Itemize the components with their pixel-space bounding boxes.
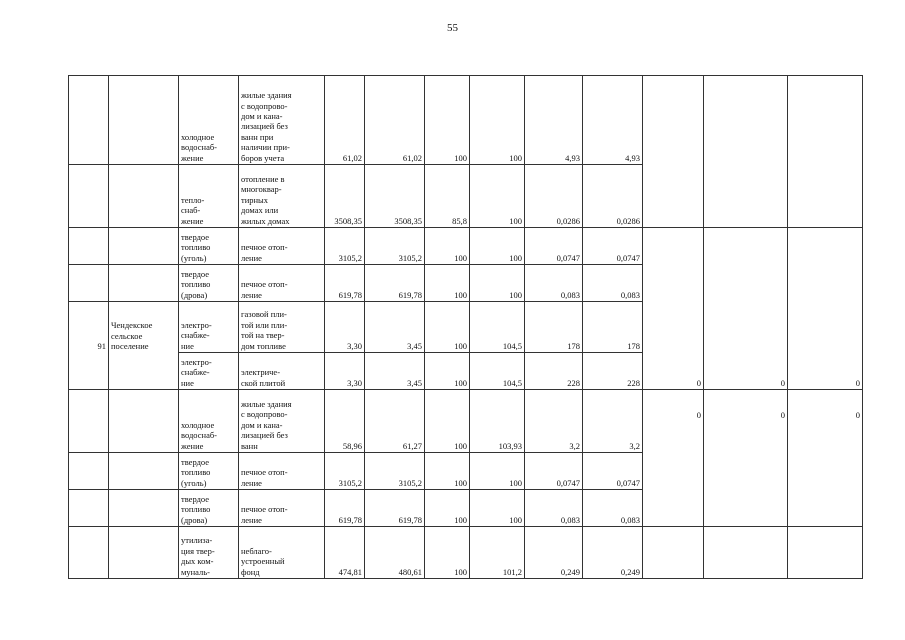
service-label: электро- [181,356,212,367]
table-row [69,76,863,165]
value-cell: 100 [425,228,470,265]
category-label: дом и кана- [241,110,283,121]
blank-cell [704,76,788,228]
service-label: снабже- [181,330,210,341]
value-cell: 3,45 [365,302,425,353]
service-label: (дрова) [181,289,208,300]
value-cell: 3,2 [525,390,583,453]
value-cell: 3105,2 [365,228,425,265]
value-cell: 100 [425,265,470,302]
row-number-cell [69,353,109,390]
settlement-name: Чендекское [111,320,153,331]
category-label: электриче- [241,367,281,378]
value-cell: 619,78 [365,265,425,302]
category-label: с водопрово- [241,409,288,420]
service-label: снабже- [181,367,210,378]
value-cell: 228 [583,353,643,390]
category-label: жилые здания [241,398,292,409]
category-label: ванн [241,440,258,451]
value-cell: 101,2 [470,527,525,579]
category-label: наличии при- [241,142,290,153]
service-label: (дрова) [181,514,208,525]
service-label: ция твер- [181,545,215,556]
category-label: жилые здания [241,90,292,101]
page-number: 55 [447,22,458,34]
value-cell: 0,083 [525,490,583,527]
service-cell [179,302,239,353]
row-number-cell [69,490,109,527]
value-cell: 100 [470,228,525,265]
value-cell: 100 [470,76,525,165]
row-number-cell [69,76,109,165]
category-label: ление [241,477,262,488]
category-label: тирных [241,194,269,205]
value-cell: 3105,2 [325,453,365,490]
settlement-cell [109,265,179,302]
value-cell: 178 [525,302,583,353]
category-label: ление [241,252,262,263]
value-cell: 3,30 [325,353,365,390]
service-cell [179,527,239,579]
settlement-name: сельское [111,330,143,341]
value-cell: 100 [425,490,470,527]
value-cell: 61,02 [325,76,365,165]
service-label: жение [181,440,204,451]
row-number-cell [69,265,109,302]
service-label: холодное [181,131,215,142]
category-label: отопление в [241,173,285,184]
category-cell [239,165,325,228]
row-number-cell [69,228,109,265]
category-label: дом топливе [241,340,286,351]
category-label: печное отоп- [241,504,288,515]
value-cell: 0,083 [583,490,643,527]
category-label: жилых домах [241,215,290,226]
value-cell: 0,0286 [583,165,643,228]
value-cell: 100 [425,527,470,579]
value-cell: 103,93 [470,390,525,453]
value-cell: 100 [425,76,470,165]
value-cell: 104,5 [470,302,525,353]
blank-cell [643,527,704,579]
category-cell [239,453,325,490]
table-row [69,390,863,453]
service-label: утилиза- [181,535,213,546]
category-cell [239,76,325,165]
value-cell: 104,5 [470,353,525,390]
value-cell: 3508,35 [325,165,365,228]
service-label: жение [181,152,204,163]
category-label: той на твер- [241,330,285,341]
service-label: жение [181,215,204,226]
row-number-cell [69,527,109,579]
service-label: тепло- [181,194,205,205]
category-label: неблаго- [241,545,272,556]
value-cell: 3,2 [583,390,643,453]
value-cell: 61,27 [365,390,425,453]
service-label: холодное [181,419,215,430]
category-label: печное отоп- [241,467,288,478]
value-cell: 474,81 [325,527,365,579]
value-cell: 100 [470,490,525,527]
group-summary-value: 0 [704,228,788,390]
service-label: электро- [181,319,212,330]
service-label: (уголь) [181,477,207,488]
category-label: боров учета [241,152,285,163]
settlement-cell [109,490,179,527]
value-cell: 619,78 [365,490,425,527]
service-label: водоснаб- [181,142,217,153]
settlement-cell [109,390,179,453]
value-cell: 480,61 [365,527,425,579]
service-label: топливо [181,242,211,253]
value-cell: 100 [425,390,470,453]
category-label: печное отоп- [241,279,288,290]
blank-cell [788,76,863,228]
value-cell: 3105,2 [325,228,365,265]
category-cell [239,353,325,390]
group-summary-value: 0 [788,390,863,527]
value-cell: 4,93 [583,76,643,165]
value-cell: 100 [470,165,525,228]
value-cell: 100 [470,265,525,302]
settlement-cell [109,453,179,490]
tariff-table [68,75,863,579]
settlement-name: поселение [111,341,149,352]
value-cell: 0,0286 [525,165,583,228]
blank-cell [788,527,863,579]
service-label: муналь- [181,566,210,577]
service-cell [179,453,239,490]
settlement-cell [109,353,179,390]
category-label: фонд [241,566,260,577]
row-number-cell [69,453,109,490]
service-cell [179,165,239,228]
value-cell: 0,083 [525,265,583,302]
value-cell: 619,78 [325,265,365,302]
settlement-cell [109,302,179,353]
category-label: ской плитой [241,377,286,388]
category-label: с водопрово- [241,100,288,111]
value-cell: 3,30 [325,302,365,353]
service-label: (уголь) [181,252,207,263]
category-label: ление [241,289,262,300]
category-label: ление [241,514,262,525]
value-cell: 58,96 [325,390,365,453]
row-number-cell: 91 [69,302,109,353]
service-label: ние [181,340,194,351]
value-cell: 3105,2 [365,453,425,490]
category-label: лизацией без [241,430,288,441]
value-cell: 0,0747 [583,453,643,490]
category-cell [239,490,325,527]
service-cell [179,390,239,453]
value-cell: 3508,35 [365,165,425,228]
service-label: водоснаб- [181,430,217,441]
value-cell: 3,45 [365,353,425,390]
settlement-cell [109,165,179,228]
group-summary-value: 0 [788,228,863,390]
category-label: ванн при [241,131,274,142]
value-cell: 100 [425,353,470,390]
category-cell [239,390,325,453]
category-label: многоквар- [241,184,282,195]
service-cell [179,76,239,165]
value-cell: 100 [425,453,470,490]
category-cell [239,302,325,353]
value-cell: 0,0747 [525,228,583,265]
category-label: устроенный [241,556,285,567]
value-cell: 85,8 [425,165,470,228]
value-cell: 619,78 [325,490,365,527]
service-label: твердое [181,268,210,279]
service-label: топливо [181,467,211,478]
service-cell [179,490,239,527]
category-cell [239,265,325,302]
value-cell: 0,249 [525,527,583,579]
service-cell [179,353,239,390]
value-cell: 0,0747 [525,453,583,490]
service-cell [179,265,239,302]
category-cell [239,228,325,265]
value-cell: 0,0747 [583,228,643,265]
value-cell: 100 [425,302,470,353]
settlement-cell [109,76,179,165]
service-label: дых ком- [181,556,214,567]
value-cell: 178 [583,302,643,353]
service-label: твердое [181,231,210,242]
category-label: той или пли- [241,319,288,330]
category-cell [239,527,325,579]
service-label: топливо [181,504,211,515]
table-row [69,527,863,579]
value-cell: 61,02 [365,76,425,165]
group-summary-value: 0 [704,390,788,527]
blank-cell [643,76,704,228]
service-label: твердое [181,493,210,504]
service-cell [179,228,239,265]
value-cell: 4,93 [525,76,583,165]
row-number-cell [69,390,109,453]
service-label: твердое [181,456,210,467]
category-label: лизацией без [241,121,288,132]
blank-cell [704,527,788,579]
group-summary-value: 0 [643,228,704,390]
service-label: снаб- [181,205,201,216]
value-cell: 228 [525,353,583,390]
service-label: ние [181,377,194,388]
value-cell: 0,083 [583,265,643,302]
group-summary-value: 0 [643,390,704,527]
value-cell: 100 [470,453,525,490]
category-label: газовой пли- [241,309,287,320]
settlement-cell [109,527,179,579]
settlement-cell [109,228,179,265]
table-row [69,228,863,265]
category-label: печное отоп- [241,242,288,253]
row-number-cell [69,165,109,228]
category-label: дом и кана- [241,419,283,430]
service-label: топливо [181,279,211,290]
value-cell: 0,249 [583,527,643,579]
category-label: домах или [241,205,279,216]
